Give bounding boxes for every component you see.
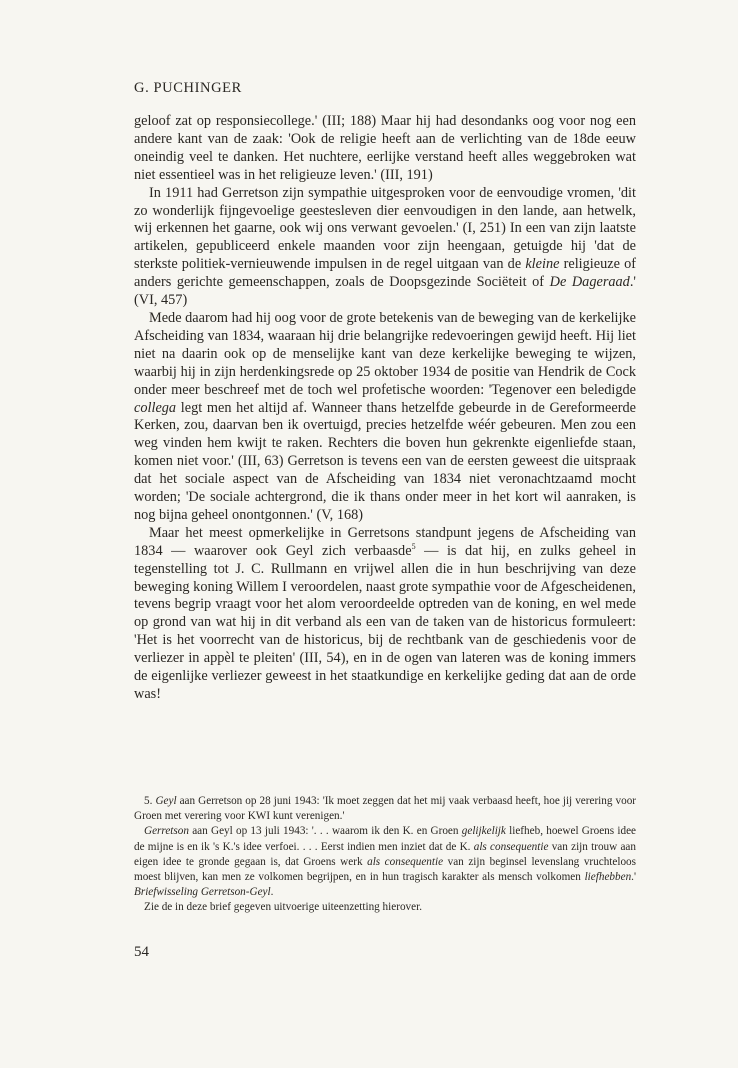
text-run: Zie de in deze brief gegeven uitvoerige uiteenzetting hierover. <box>144 901 423 914</box>
text-run: — is dat hij, en zulks geheel in tegenstelling tot J. C. Rullmann en vrijwel allen die in hun beschrijving van deze beweging koning Willem I veroordelen, naast grote sympathie voor de Afgescheidenen, tevens begrip vraagt voor het alom veroordeelde optreden van de koning, en wel mede op grond van wat hij in dit verband als een van de taken van de historicus formuleert: 'Het is het voorrecht van de historicus, bij de rechtbank van de geschiedenis voor de verliezer in appèl te pleiten' (III, 54), en in de ogen van lateren was de koning immers de eigenlijke verliezer geweest in het staatkundige en kerkelijke geding dat aan de orde was! <box>134 542 636 702</box>
body-paragraph <box>134 310 636 525</box>
text-run: Maar het meest opmerkelijke in Gerretsons standpunt jegens de Afscheiding van 1834 — waarover ook Geyl zich verbaasde <box>134 524 636 559</box>
italic-text: Briefwisseling Gerretson-Geyl <box>134 886 271 899</box>
text-run: In 1911 had Gerretson zijn sympathie uitgesproken voor de eenvoudige vromen, 'dit zo wonderlijk fijngevoelige geestesleven dier eenvoudigen in den lande, aan hetwelk, wij erkennen het gaarne, ook wij ons verwant gevoelen.' (I, 251) In een van zijn laatste artikelen, gepubliceerd enkele maanden voor zijn heengaan, getuigde hij 'dat de sterkste politiek-vernieuwende impulsen in de regel uitgaan van de <box>134 184 636 273</box>
footnote <box>134 824 636 900</box>
footnote-marker: 5 <box>411 541 416 551</box>
italic-text: Geyl <box>155 795 177 807</box>
text-run: religieuze of anders gerichte gemeenschappen, zoals de Doopsgezinde Sociëteit of <box>134 256 636 291</box>
text-run: 5. <box>144 795 156 807</box>
italic-text: kleine <box>525 256 560 273</box>
italic-text: liefhebben <box>584 871 632 884</box>
text-run: van zijn trouw aan eigen idee te gronde gegaan is, dat Groens werk <box>134 840 636 868</box>
italic-text: als consequentie <box>367 855 444 868</box>
body-paragraph <box>134 113 636 185</box>
italic-text: Gerretson <box>144 825 189 838</box>
footnotes <box>134 794 636 916</box>
text-run: legt men het altijd af. Wanneer thans hetzelfde gebeurde in de Gereformeerde Kerken, zou, daarvan ben ik overtuigd, precies hetzelfde wéér gebeuren. Men zou een weg vinden hem kwijt te raken. Rechters die boven hun gekrenkte eigenliefde staan, komen niet voor.' (III, 63) Gerretson is tevens een van de eersten geweest die uitspraak dat het sociale aspect van de Afscheiding van 1834 niet veronachtzaamd mocht worden; 'De sociale achtergrond, die ik thans onder meer in het kort wil aanraken, is nog bijna geheel onontgonnen.' (V, 168) <box>134 399 636 523</box>
text-run: geloof zat op responsiecollege.' (III; 188) Maar hij had desondanks oog voor nog een andere kant van de zaak: 'Ook de religie heeft aan de verlichting van de 18de eeuw oneindig veel te danken. Het nuchtere, eerlijke verstand heeft alles weggebroken wat niet essentieel was in het religieuze leven.' (III, 191) <box>134 113 636 183</box>
footnote <box>134 900 636 915</box>
running-head: G. PUCHINGER <box>134 80 242 96</box>
body-paragraph <box>134 525 636 704</box>
italic-text: De Dageraad <box>549 274 630 291</box>
text-run: van zijn beginsel levenslang vruchteloos moest blijven, kan men ze volkomen begrijpen, en in hun tragisch karakter als mensch volkomen <box>134 855 637 884</box>
text-run: aan Gerretson op 28 juni 1943: 'Ik moet zeggen dat het mij vaak verbaasd heeft, hoe jij verering voor Groen met verering voor KWI kunt verenigen.' <box>134 795 637 823</box>
italic-text: collega <box>134 399 177 416</box>
text-run: .' (VI, 457) <box>134 274 636 309</box>
text-run: Mede daarom had hij oog voor de grote betekenis van de beweging van de kerkelijke Afscheiding van 1834, waaraan hij drie belangrijke redevoeringen gewijd heeft. Hij liet niet na daarin ook op de menselijke kant van deze kerkelijke beweging te wijzen, waarbij hij in zijn herdenkingsrede op 25 oktober 1934 de positie van Hendrik de Cock onder meer beschreef met de toch wel profetische woorden: 'Tegenover een beledigde <box>134 309 636 398</box>
text-run: liefheb, hoewel Groens idee de mijne is en ik 's K.'s idee verfoei. . . . Eerst indien men inziet dat de K. <box>134 825 636 853</box>
footnote <box>134 794 636 824</box>
text-run: aan Geyl op 13 juli 1943: '. . . waarom ik den K. en Groen <box>188 825 462 838</box>
body-paragraph <box>134 185 636 310</box>
page-number: 54 <box>134 944 149 960</box>
italic-text: gelijkelijk <box>461 825 506 838</box>
text-run: .' <box>631 871 636 884</box>
italic-text: als consequentie <box>473 840 549 853</box>
body-text <box>134 113 636 704</box>
text-run: . <box>270 886 274 899</box>
